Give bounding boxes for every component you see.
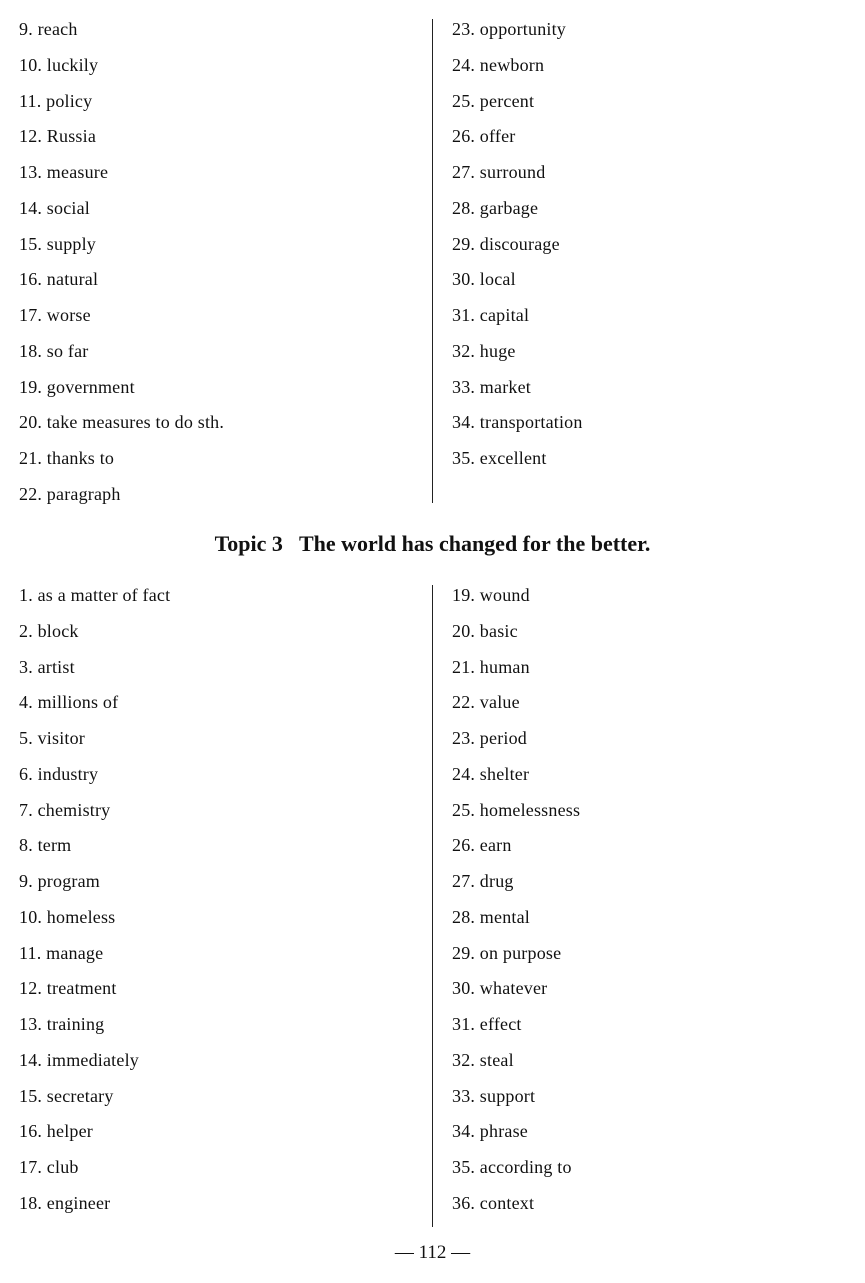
vocabulary-item: 36. context bbox=[452, 1192, 535, 1213]
vocabulary-item: 7. chemistry bbox=[19, 799, 111, 820]
vocabulary-item: 19. wound bbox=[452, 585, 530, 605]
vocabulary-item: 22. paragraph bbox=[19, 483, 121, 504]
vocabulary-item: 12. Russia bbox=[19, 126, 97, 147]
vocabulary-item: 35. excellent bbox=[452, 448, 547, 468]
vocabulary-item: 1. as a matter of fact bbox=[19, 585, 171, 605]
vocabulary-item: 33. support bbox=[452, 1085, 536, 1106]
column-divider bbox=[432, 585, 433, 1227]
vocabulary-item: 28. garbage bbox=[452, 197, 539, 218]
vocabulary-item: 15. secretary bbox=[19, 1085, 114, 1106]
vocabulary-item: 11. manage bbox=[19, 942, 104, 963]
vocabulary-item: 12. treatment bbox=[19, 978, 117, 999]
vocabulary-item: 10. luckily bbox=[19, 54, 99, 75]
vocabulary-item: 17. club bbox=[19, 1157, 79, 1177]
vocabulary-item: 14. social bbox=[19, 197, 90, 218]
vocabulary-item: 8. term bbox=[19, 835, 72, 856]
page-number: — 112 — bbox=[394, 1242, 471, 1263]
topic-heading: Topic 3 The world has changed for the better. bbox=[214, 531, 651, 556]
vocabulary-item: 26. offer bbox=[452, 126, 516, 147]
vocabulary-item: 16. helper bbox=[19, 1121, 93, 1142]
vocabulary-item: 34. transportation bbox=[452, 412, 583, 433]
vocabulary-item: 19. government bbox=[19, 376, 135, 397]
vocabulary-item: 35. according to bbox=[452, 1157, 572, 1177]
vocabulary-item: 27. drug bbox=[452, 871, 514, 891]
vocabulary-item: 32. steal bbox=[452, 1049, 514, 1070]
vocabulary-item: 25. homelessness bbox=[452, 799, 581, 820]
vocabulary-item: 20. basic bbox=[452, 620, 518, 641]
vocabulary-item: 21. thanks to bbox=[19, 448, 115, 468]
vocabulary-item: 15. supply bbox=[19, 233, 97, 254]
vocabulary-item: 27. surround bbox=[452, 162, 546, 182]
vocabulary-section-top bbox=[0, 0, 865, 505]
vocabulary-item: 6. industry bbox=[19, 763, 99, 784]
column-divider bbox=[432, 19, 433, 503]
vocabulary-item: 30. whatever bbox=[452, 978, 548, 999]
vocabulary-item: 3. artist bbox=[19, 656, 75, 677]
vocabulary-item: 29. on purpose bbox=[452, 942, 562, 963]
vocabulary-item: 30. local bbox=[452, 269, 516, 290]
vocabulary-item: 21. human bbox=[452, 656, 530, 677]
vocabulary-item: 13. measure bbox=[19, 162, 109, 182]
vocabulary-item: 5. visitor bbox=[19, 728, 86, 748]
vocabulary-item: 4. millions of bbox=[19, 692, 119, 713]
vocabulary-item: 28. mental bbox=[452, 906, 530, 927]
vocabulary-item: 31. effect bbox=[452, 1014, 522, 1034]
vocabulary-item: 25. percent bbox=[452, 90, 535, 111]
vocabulary-item: 22. value bbox=[452, 692, 520, 713]
vocabulary-item: 11. policy bbox=[19, 90, 93, 111]
vocabulary-item: 18. so far bbox=[19, 340, 89, 361]
vocabulary-item: 18. engineer bbox=[19, 1192, 111, 1213]
vocabulary-item: 23. period bbox=[452, 728, 527, 748]
vocabulary-item: 17. worse bbox=[19, 305, 91, 325]
vocabulary-item: 14. immediately bbox=[19, 1049, 139, 1070]
vocabulary-item: 33. market bbox=[452, 376, 531, 397]
vocabulary-item: 23. opportunity bbox=[452, 19, 566, 39]
vocabulary-item: 2. block bbox=[19, 620, 79, 641]
vocabulary-item: 34. phrase bbox=[452, 1121, 528, 1142]
vocabulary-item: 26. earn bbox=[452, 835, 512, 856]
vocabulary-item: 9. program bbox=[19, 871, 100, 891]
vocabulary-item: 20. take measures to do sth. bbox=[19, 412, 225, 433]
vocabulary-item: 31. capital bbox=[452, 305, 530, 325]
vocabulary-item: 29. discourage bbox=[452, 233, 560, 254]
vocabulary-item: 13. training bbox=[19, 1014, 105, 1034]
vocabulary-item: 24. shelter bbox=[452, 763, 530, 784]
vocabulary-item: 16. natural bbox=[19, 269, 99, 290]
vocabulary-section-topic-3 bbox=[0, 585, 865, 1230]
vocabulary-item: 9. reach bbox=[19, 19, 78, 39]
vocabulary-item: 24. newborn bbox=[452, 54, 545, 75]
vocabulary-item: 10. homeless bbox=[19, 906, 116, 927]
vocabulary-item: 32. huge bbox=[452, 340, 516, 361]
